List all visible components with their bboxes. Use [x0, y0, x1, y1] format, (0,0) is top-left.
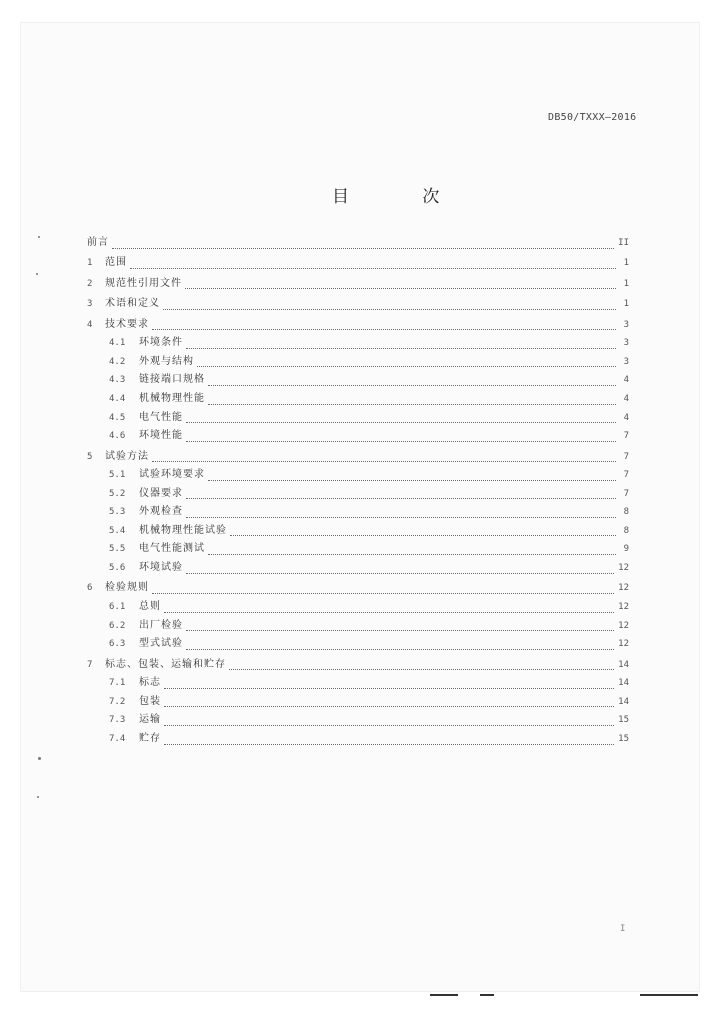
toc-entry-chapter — [87, 579, 629, 598]
toc-dot-leader — [164, 719, 614, 726]
scan-bottom-edge — [480, 994, 494, 996]
toc-dot-leader — [186, 435, 616, 442]
toc-dot-leader — [185, 282, 616, 289]
toc-entry-page: 12 — [618, 602, 629, 613]
toc-entry-title: 机械物理性能 — [139, 392, 205, 404]
toc-dot-leader — [163, 303, 616, 310]
toc-dot-leader — [164, 606, 614, 613]
toc-entry-number: 5.2 — [109, 488, 126, 499]
toc-entry-page: 12 — [618, 639, 629, 650]
toc-entry-page: 7 — [623, 470, 629, 481]
toc-dot-leader — [164, 682, 614, 689]
toc-entry-chapter — [87, 275, 629, 294]
toc-entry-number: 4.4 — [109, 393, 126, 404]
toc-entry-section — [87, 522, 629, 541]
toc-entry-number: 4.1 — [109, 338, 126, 349]
toc-entry-chapter — [87, 234, 629, 253]
toc-dot-leader — [152, 455, 616, 462]
toc-entry-title: 出厂检验 — [139, 619, 183, 631]
toc-entry-chapter — [87, 656, 629, 675]
scan-bottom-edge — [430, 994, 458, 996]
toc-entry-page: 1 — [623, 278, 629, 289]
toc-entry-number: 6.3 — [109, 639, 126, 650]
toc-entry-number: 6.2 — [109, 620, 126, 631]
toc-entry-section — [87, 693, 629, 712]
toc-entry-section — [87, 674, 629, 693]
toc-dot-leader — [186, 342, 616, 349]
toc-entry-title: 贮存 — [139, 733, 161, 745]
toc-entry-number: 5.5 — [109, 544, 126, 555]
toc-entry-number: 6 — [87, 583, 93, 594]
toc-entry-page: 7 — [623, 488, 629, 499]
scan-speck — [37, 796, 39, 798]
toc-entry-section — [87, 334, 629, 353]
toc-dot-leader — [112, 242, 614, 249]
toc-entry-number: 1 — [87, 258, 93, 269]
toc-entry-page: 7 — [623, 431, 629, 442]
toc-entry-title: 检验规则 — [105, 582, 149, 594]
toc-entry-title: 机械物理性能试验 — [139, 524, 227, 536]
toc-entry-number: 3 — [87, 299, 93, 310]
toc-entry-title: 环境试验 — [139, 562, 183, 574]
toc-entry-title: 外观检查 — [139, 506, 183, 518]
toc-entry-page: 8 — [623, 525, 629, 536]
toc-dot-leader — [230, 529, 616, 536]
toc-dot-leader — [208, 548, 616, 555]
table-of-contents — [87, 234, 629, 749]
toc-dot-leader — [164, 700, 614, 707]
toc-entry-section — [87, 635, 629, 654]
toc-entry-number: 5.3 — [109, 507, 126, 518]
toc-entry-section — [87, 427, 629, 446]
toc-entry-title: 电气性能 — [139, 411, 183, 423]
toc-entry-page: II — [618, 238, 629, 248]
toc-entry-number: 5 — [87, 451, 93, 462]
toc-dot-leader — [229, 663, 614, 670]
toc-entry-section — [87, 390, 629, 409]
toc-entry-number: 4.3 — [109, 375, 126, 386]
toc-entry-title: 环境性能 — [139, 430, 183, 442]
toc-entry-section — [87, 598, 629, 617]
toc-entry-section — [87, 371, 629, 390]
toc-entry-number: 4.5 — [109, 412, 126, 423]
toc-entry-title: 环境条件 — [139, 337, 183, 349]
toc-entry-title: 电气性能测试 — [139, 543, 205, 555]
toc-entry-page: 4 — [623, 375, 629, 386]
standard-code: DB50/TXXX—2016 — [548, 112, 637, 123]
toc-entry-title: 链接端口规格 — [139, 374, 205, 386]
toc-entry-title: 术语和定义 — [105, 298, 160, 310]
toc-entry-page: 9 — [623, 544, 629, 555]
toc-entry-page: 15 — [618, 734, 629, 745]
scan-speck — [36, 273, 38, 275]
toc-entry-page: 4 — [623, 412, 629, 423]
toc-entry-chapter — [87, 254, 629, 273]
toc-title: 目 次 — [332, 187, 474, 207]
toc-entry-section — [87, 540, 629, 559]
toc-entry-title: 试验方法 — [105, 450, 149, 462]
toc-dot-leader — [186, 643, 614, 650]
toc-entry-page: 15 — [618, 715, 629, 726]
toc-entry-chapter — [87, 316, 629, 335]
scan-bottom-edge — [640, 994, 698, 996]
toc-entry-number: 4.6 — [109, 431, 126, 442]
toc-dot-leader — [130, 262, 616, 269]
toc-entry-page: 12 — [618, 620, 629, 631]
toc-entry-number: 2 — [87, 278, 93, 289]
toc-entry-page: 12 — [618, 563, 629, 574]
toc-entry-section — [87, 559, 629, 578]
scan-speck — [38, 236, 40, 238]
toc-entry-number: 7.4 — [109, 734, 126, 745]
toc-entry-title: 范围 — [105, 257, 127, 269]
toc-entry-page: 1 — [623, 258, 629, 269]
toc-entry-chapter — [87, 448, 629, 467]
footer-page-number: I — [620, 924, 626, 934]
toc-entry-page: 8 — [623, 507, 629, 518]
toc-dot-leader — [186, 416, 616, 423]
toc-dot-leader — [186, 567, 614, 574]
toc-entry-page: 14 — [618, 678, 629, 689]
toc-entry-section — [87, 409, 629, 428]
toc-entry-title: 型式试验 — [139, 638, 183, 650]
toc-entry-title: 包装 — [139, 695, 161, 707]
toc-entry-title: 标志 — [139, 677, 161, 689]
toc-dot-leader — [186, 492, 616, 499]
toc-entry-number: 4 — [87, 319, 93, 330]
toc-dot-leader — [208, 474, 616, 481]
toc-dot-leader — [197, 360, 616, 367]
toc-entry-number: 7.1 — [109, 678, 126, 689]
toc-entry-page: 1 — [623, 299, 629, 310]
toc-entry-title: 标志、包装、运输和贮存 — [105, 658, 226, 670]
toc-dot-leader — [186, 624, 614, 631]
toc-entry-page: 3 — [623, 319, 629, 330]
toc-entry-page: 4 — [623, 393, 629, 404]
toc-entry-title: 技术要求 — [105, 318, 149, 330]
toc-entry-section — [87, 730, 629, 749]
toc-entry-section — [87, 617, 629, 636]
toc-entry-number: 4.2 — [109, 356, 126, 367]
toc-entry-section — [87, 711, 629, 730]
toc-entry-page: 12 — [618, 583, 629, 594]
toc-entry-title: 规范性引用文件 — [105, 277, 182, 289]
toc-entry-page: 7 — [623, 451, 629, 462]
toc-entry-number: 7.2 — [109, 696, 126, 707]
toc-entry-chapter — [87, 295, 629, 314]
toc-entry-section — [87, 503, 629, 522]
toc-entry-title: 试验环境要求 — [139, 469, 205, 481]
toc-entry-title: 运输 — [139, 714, 161, 726]
toc-dot-leader — [186, 511, 616, 518]
toc-entry-page: 14 — [618, 659, 629, 670]
toc-dot-leader — [152, 323, 616, 330]
toc-entry-number: 5.4 — [109, 525, 126, 536]
toc-dot-leader — [152, 587, 614, 594]
toc-entry-number: 7.3 — [109, 715, 126, 726]
toc-entry-page: 3 — [623, 356, 629, 367]
toc-entry-section — [87, 353, 629, 372]
toc-entry-title: 总则 — [139, 601, 161, 613]
toc-dot-leader — [208, 398, 616, 405]
toc-entry-number: 6.1 — [109, 602, 126, 613]
toc-entry-section — [87, 466, 629, 485]
toc-entry-title: 外观与结构 — [139, 355, 194, 367]
toc-entry-page: 14 — [618, 696, 629, 707]
toc-entry-section — [87, 485, 629, 504]
scan-speck — [38, 757, 41, 760]
toc-entry-title: 仪器要求 — [139, 487, 183, 499]
toc-entry-page: 3 — [623, 338, 629, 349]
toc-dot-leader — [208, 379, 616, 386]
toc-dot-leader — [164, 738, 614, 745]
toc-entry-number: 7 — [87, 659, 93, 670]
toc-entry-number: 5.1 — [109, 470, 126, 481]
toc-entry-number: 5.6 — [109, 563, 126, 574]
toc-entry-title: 前言 — [87, 237, 109, 248]
